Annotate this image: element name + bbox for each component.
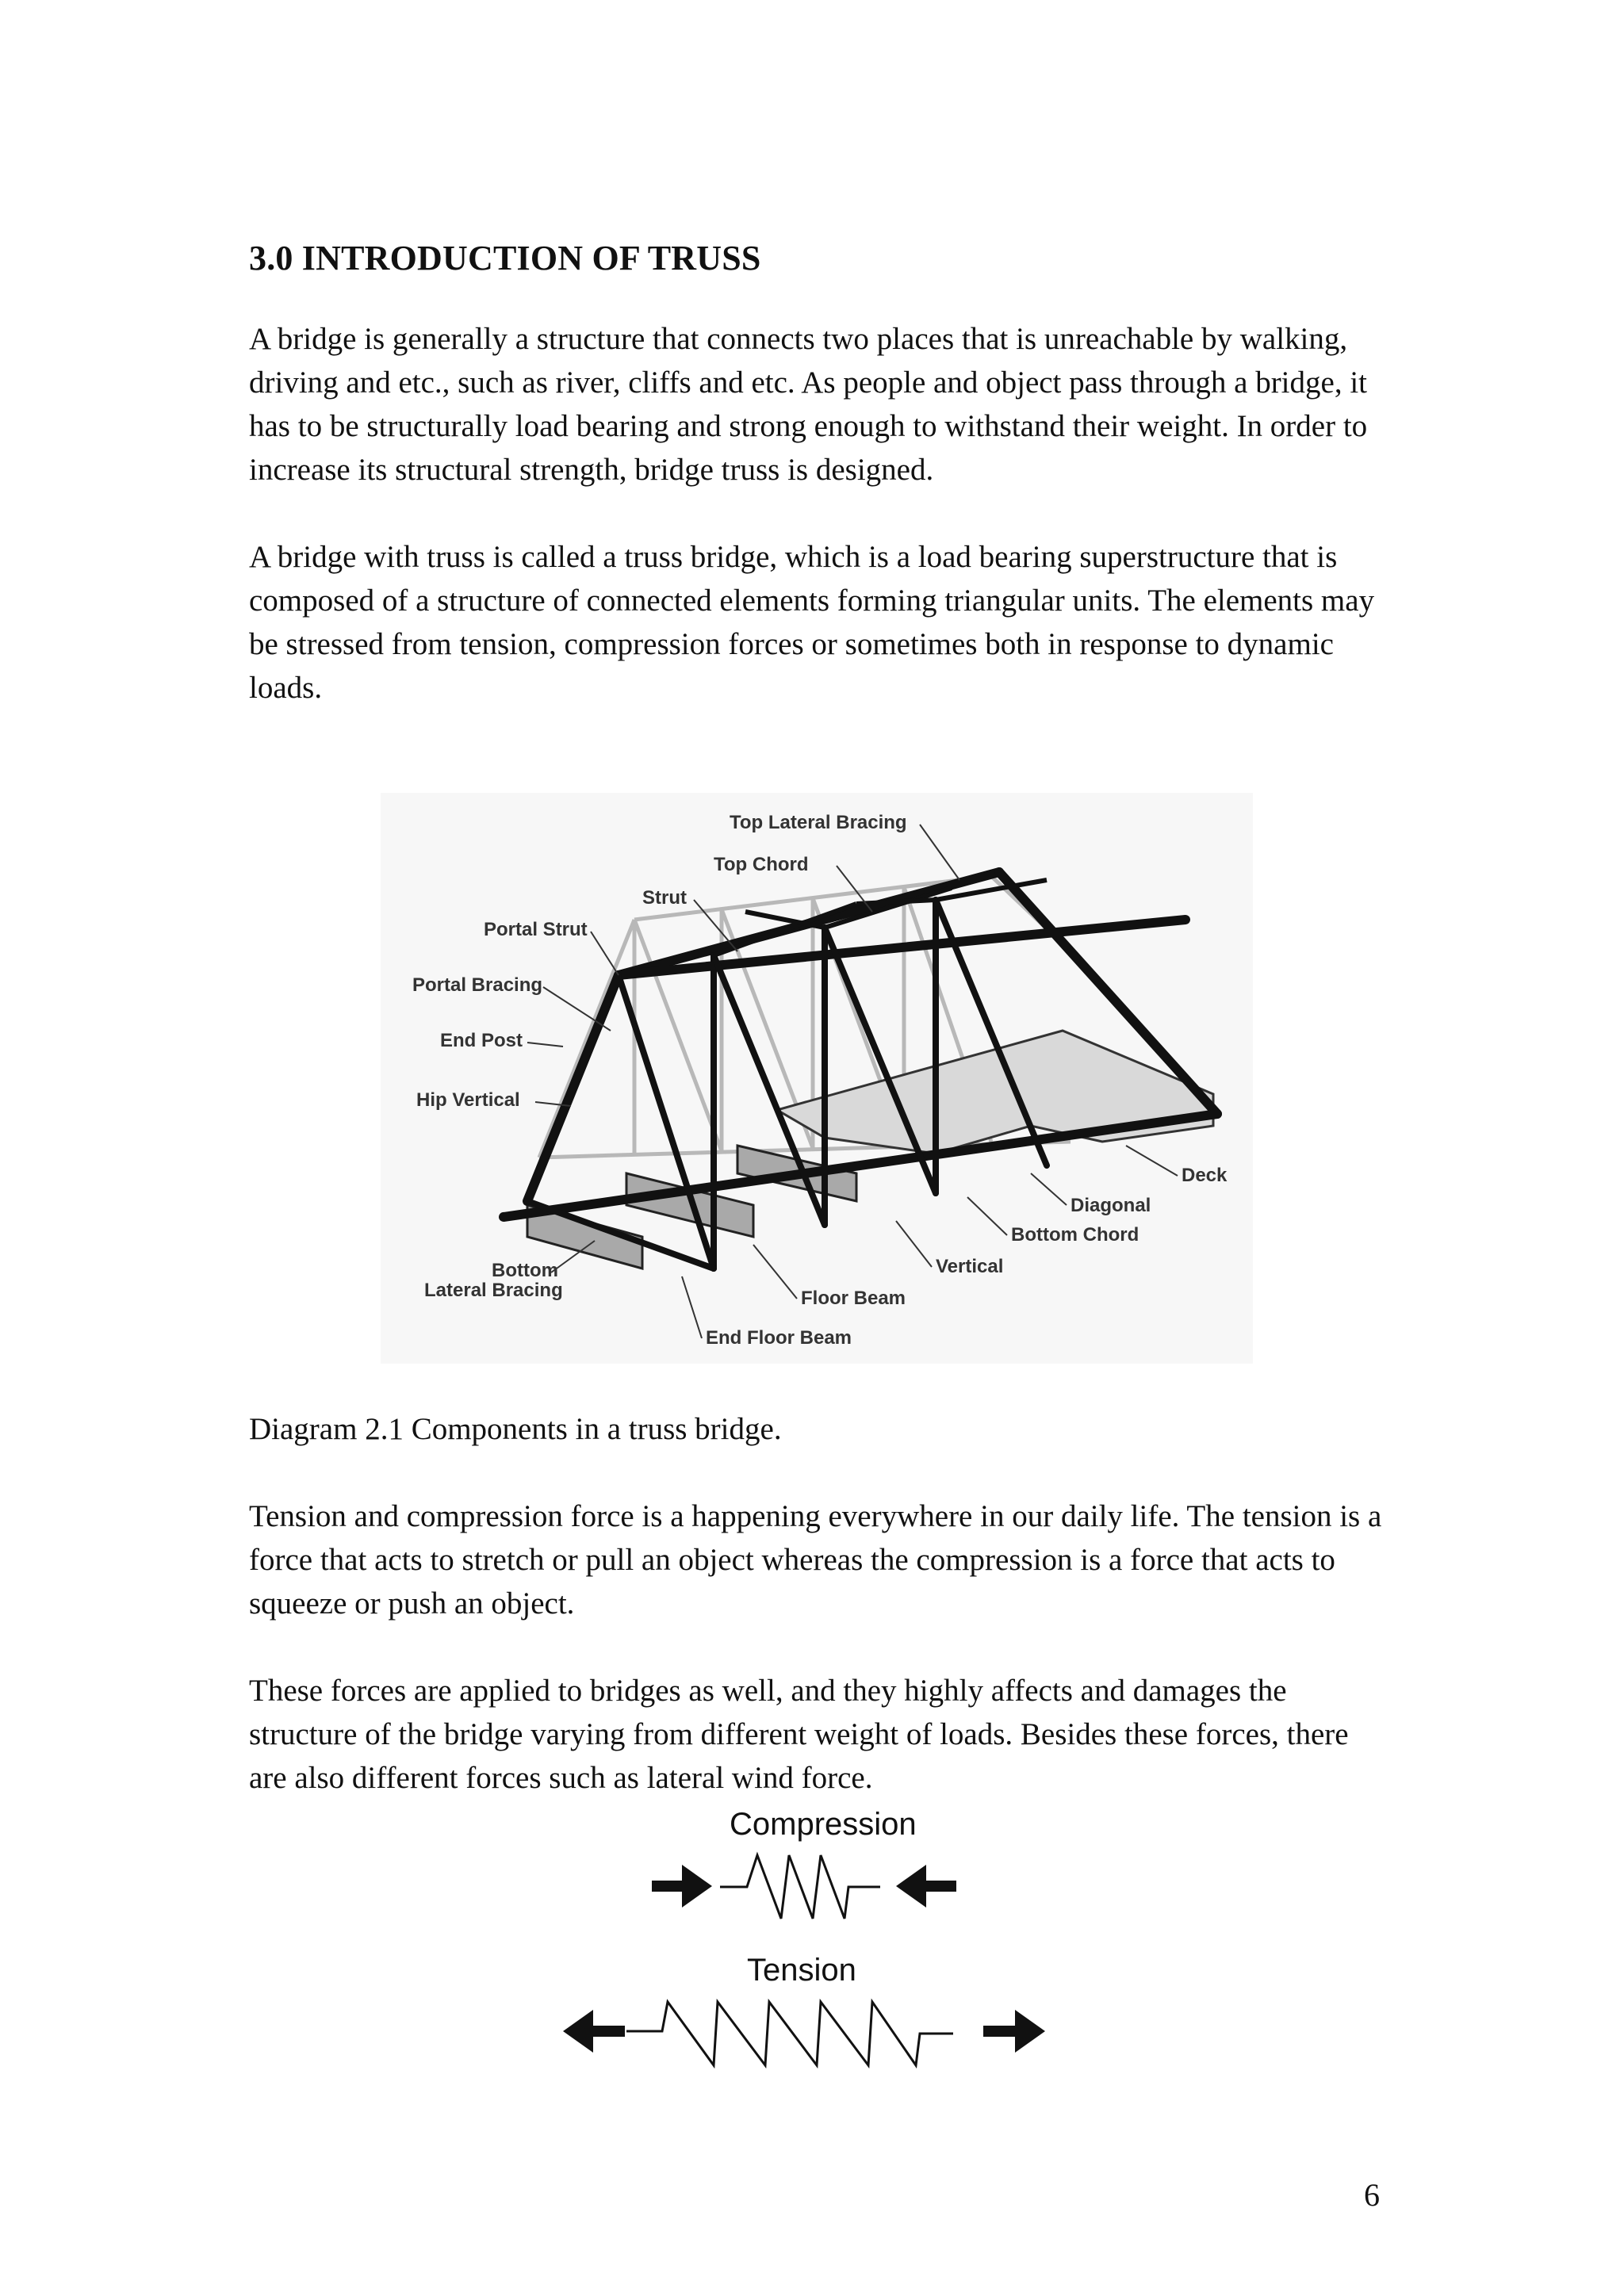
label-portal-strut: Portal Strut (484, 919, 588, 940)
paragraph-truss-bridge: A bridge with truss is called a truss bridge, which is a load bearing superstructure that is composed of a structure of connected elements forming triangular units. The elements may be stressed from tension, compression forces or sometimes both in response to dynamic loads. (249, 540, 1375, 705)
label-hip-vertical: Hip Vertical (416, 1089, 520, 1111)
page-number: 6 (1364, 2177, 1380, 2213)
label-bottom: Bottom (492, 1260, 558, 1281)
section-heading: 3.0 INTRODUCTION OF TRUSS (249, 239, 761, 277)
compression-arrow-right (896, 1865, 956, 1908)
label-end-floor-beam: End Floor Beam (706, 1327, 852, 1349)
compression-label: Compression (730, 1807, 917, 1842)
paragraph-tension-compression: Tension and compression force is a happening everywhere in our daily life. The tension is a force that acts to stretch or pull an object whereas the compression is a force that acts to squeeze or push an object. (249, 1499, 1382, 1621)
label-lateral-bracing: Lateral Bracing (424, 1280, 563, 1301)
paragraph-bridge-forces: These forces are applied to bridges as well, and they highly affects and damages the structure of the bridge varying from different weight of loads. Besides these forces, there are also different forces such as lateral wind force. (249, 1674, 1349, 1795)
force-illustration (555, 1800, 1078, 2093)
paragraph-bridge-definition: A bridge is generally a structure that connects two places that is unreachable by walking, driving and etc., such as river, cliffs and etc. As people and object pass through a bridge, it has to be structurally load bearing and strong enough to withstand their weight. In order to increase its structural strength, bridge truss is designed. (249, 322, 1368, 487)
truss-bridge-diagram (381, 793, 1253, 1364)
compression-arrow-left (652, 1865, 712, 1908)
label-bottom-chord: Bottom Chord (1011, 1224, 1139, 1246)
label-top-chord: Top Chord (714, 854, 809, 875)
label-portal-bracing: Portal Bracing (412, 974, 543, 996)
label-end-post: End Post (440, 1030, 523, 1051)
tension-spring (626, 2002, 953, 2065)
compression-spring (720, 1855, 880, 1919)
label-diagonal: Diagonal (1071, 1195, 1151, 1216)
label-vertical: Vertical (936, 1256, 1004, 1277)
tension-arrow-right (983, 2010, 1045, 2053)
label-deck: Deck (1182, 1165, 1228, 1186)
label-strut: Strut (642, 887, 687, 909)
label-floor-beam: Floor Beam (801, 1288, 906, 1309)
label-top-lateral-bracing: Top Lateral Bracing (730, 812, 907, 833)
tension-arrow-left (563, 2010, 625, 2053)
diagram-caption: Diagram 2.1 Components in a truss bridge. (249, 1412, 782, 1446)
tension-label: Tension (747, 1953, 856, 1988)
